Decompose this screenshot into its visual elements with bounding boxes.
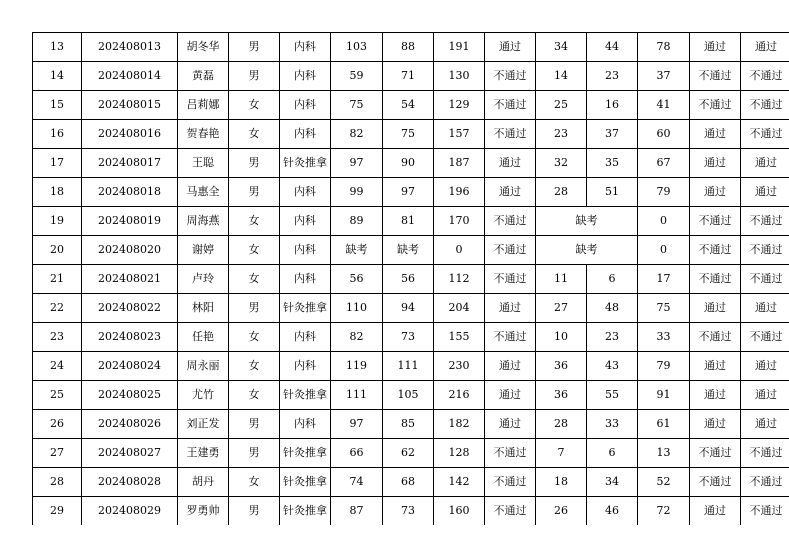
theory-total-cell: 142 [434,468,485,497]
practical-score-2-cell: 46 [587,497,638,526]
practical-total-cell: 33 [638,323,690,352]
name-cell: 马惠全 [178,178,229,207]
row-number-cell: 28 [33,468,82,497]
subject-cell: 内科 [280,178,331,207]
name-cell: 王建勇 [178,439,229,468]
exam-id-cell: 202408017 [82,149,178,178]
theory-result-cell: 不通过 [485,439,536,468]
practical-score-2-cell: 51 [587,178,638,207]
practical-total-cell: 61 [638,410,690,439]
practical-total-cell: 41 [638,91,690,120]
score-table-body [33,33,789,526]
exam-id-cell: 202408019 [82,207,178,236]
row-number-cell: 24 [33,352,82,381]
name-cell: 任艳 [178,323,229,352]
practical-score-1-cell: 36 [536,381,587,410]
practical-score-1-cell: 27 [536,294,587,323]
table-row [33,439,789,468]
theory-score-1-cell: 59 [331,62,383,91]
exam-id-cell: 202408014 [82,62,178,91]
practical-score-1-cell: 18 [536,468,587,497]
name-cell: 王聪 [178,149,229,178]
final-result-cell: 通过 [741,149,789,178]
row-number-cell: 14 [33,62,82,91]
name-cell: 谢婷 [178,236,229,265]
practical-score-2-cell: 6 [587,439,638,468]
theory-score-1-cell: 97 [331,149,383,178]
row-number-cell: 19 [33,207,82,236]
name-cell: 吕莉娜 [178,91,229,120]
subject-cell: 内科 [280,236,331,265]
exam-id-cell: 202408013 [82,33,178,62]
theory-result-cell: 不通过 [485,207,536,236]
row-number-cell: 23 [33,323,82,352]
row-number-cell: 13 [33,33,82,62]
final-result-cell: 不通过 [741,120,789,149]
gender-cell: 男 [229,410,280,439]
practical-result-cell: 通过 [690,178,741,207]
practical-score-2-cell: 23 [587,62,638,91]
theory-total-cell: 204 [434,294,485,323]
table-row [33,236,789,265]
name-cell: 周海燕 [178,207,229,236]
theory-result-cell: 通过 [485,381,536,410]
practical-total-cell: 79 [638,178,690,207]
score-table [32,32,789,525]
theory-total-cell: 230 [434,352,485,381]
practical-score-1-cell: 11 [536,265,587,294]
theory-total-cell: 157 [434,120,485,149]
theory-result-cell: 不通过 [485,265,536,294]
theory-score-2-cell: 94 [383,294,434,323]
gender-cell: 女 [229,236,280,265]
gender-cell: 男 [229,62,280,91]
theory-score-2-cell: 71 [383,62,434,91]
practical-score-1-cell: 28 [536,410,587,439]
table-row [33,91,789,120]
gender-cell: 女 [229,120,280,149]
gender-cell: 男 [229,439,280,468]
gender-cell: 女 [229,352,280,381]
final-result-cell: 不通过 [741,91,789,120]
theory-result-cell: 通过 [485,149,536,178]
table-row [33,33,789,62]
theory-score-1-cell: 89 [331,207,383,236]
theory-score-2-cell: 97 [383,178,434,207]
exam-id-cell: 202408028 [82,468,178,497]
subject-cell: 内科 [280,91,331,120]
practical-score-2-cell: 48 [587,294,638,323]
table-row [33,497,789,526]
practical-score-1-cell: 34 [536,33,587,62]
theory-score-2-cell: 54 [383,91,434,120]
table-row [33,323,789,352]
theory-score-2-cell: 68 [383,468,434,497]
final-result-cell: 通过 [741,352,789,381]
subject-cell: 内科 [280,207,331,236]
table-row [33,62,789,91]
practical-score-2-cell: 37 [587,120,638,149]
name-cell: 卢玲 [178,265,229,294]
final-result-cell: 通过 [741,33,789,62]
subject-cell: 内科 [280,33,331,62]
name-cell: 林阳 [178,294,229,323]
theory-score-2-cell: 111 [383,352,434,381]
practical-total-cell: 17 [638,265,690,294]
practical-result-cell: 通过 [690,410,741,439]
practical-total-cell: 67 [638,149,690,178]
practical-score-1-cell: 36 [536,352,587,381]
theory-total-cell: 216 [434,381,485,410]
final-result-cell: 通过 [741,381,789,410]
gender-cell: 男 [229,149,280,178]
row-number-cell: 27 [33,439,82,468]
practical-score-2-cell: 34 [587,468,638,497]
final-result-cell: 不通过 [741,468,789,497]
gender-cell: 女 [229,468,280,497]
gender-cell: 女 [229,207,280,236]
subject-cell: 针灸推拿 [280,439,331,468]
subject-cell: 针灸推拿 [280,294,331,323]
practical-result-cell: 通过 [690,294,741,323]
name-cell: 胡丹 [178,468,229,497]
practical-score-1-cell: 32 [536,149,587,178]
theory-score-2-cell: 85 [383,410,434,439]
theory-result-cell: 不通过 [485,323,536,352]
table-row [33,410,789,439]
practical-result-cell: 不通过 [690,265,741,294]
theory-total-cell: 130 [434,62,485,91]
theory-score-1-cell: 56 [331,265,383,294]
row-number-cell: 18 [33,178,82,207]
gender-cell: 女 [229,323,280,352]
practical-total-cell: 0 [638,236,690,265]
theory-result-cell: 不通过 [485,62,536,91]
practical-result-cell: 通过 [690,120,741,149]
practical-score-1-cell: 26 [536,497,587,526]
gender-cell: 男 [229,33,280,62]
practical-result-cell: 不通过 [690,62,741,91]
theory-score-1-cell: 75 [331,91,383,120]
row-number-cell: 29 [33,497,82,526]
subject-cell: 针灸推拿 [280,381,331,410]
row-number-cell: 16 [33,120,82,149]
theory-total-cell: 187 [434,149,485,178]
practical-total-cell: 91 [638,381,690,410]
theory-result-cell: 不通过 [485,120,536,149]
practical-score-2-cell: 44 [587,33,638,62]
exam-id-cell: 202408018 [82,178,178,207]
final-result-cell: 不通过 [741,439,789,468]
practical-result-cell: 通过 [690,497,741,526]
subject-cell: 针灸推拿 [280,468,331,497]
name-cell: 尤竹 [178,381,229,410]
table-row [33,381,789,410]
final-result-cell: 通过 [741,178,789,207]
practical-total-cell: 79 [638,352,690,381]
exam-id-cell: 202408024 [82,352,178,381]
theory-total-cell: 0 [434,236,485,265]
practical-result-cell: 通过 [690,352,741,381]
theory-result-cell: 通过 [485,33,536,62]
theory-result-cell: 不通过 [485,497,536,526]
theory-result-cell: 不通过 [485,236,536,265]
theory-score-1-cell: 66 [331,439,383,468]
gender-cell: 男 [229,178,280,207]
practical-merged-cell: 缺考 [536,207,638,236]
theory-score-1-cell: 119 [331,352,383,381]
theory-total-cell: 182 [434,410,485,439]
table-row [33,352,789,381]
practical-score-2-cell: 23 [587,323,638,352]
row-number-cell: 15 [33,91,82,120]
score-sheet [32,32,783,525]
theory-result-cell: 通过 [485,294,536,323]
table-row [33,178,789,207]
row-number-cell: 25 [33,381,82,410]
final-result-cell: 不通过 [741,497,789,526]
practical-result-cell: 不通过 [690,236,741,265]
theory-score-2-cell: 73 [383,323,434,352]
theory-score-1-cell: 111 [331,381,383,410]
row-number-cell: 26 [33,410,82,439]
subject-cell: 针灸推拿 [280,149,331,178]
practical-result-cell: 通过 [690,33,741,62]
exam-id-cell: 202408016 [82,120,178,149]
name-cell: 周永丽 [178,352,229,381]
practical-total-cell: 52 [638,468,690,497]
practical-result-cell: 不通过 [690,468,741,497]
practical-score-2-cell: 33 [587,410,638,439]
theory-total-cell: 128 [434,439,485,468]
practical-score-2-cell: 6 [587,265,638,294]
practical-total-cell: 37 [638,62,690,91]
theory-score-2-cell: 88 [383,33,434,62]
practical-score-2-cell: 35 [587,149,638,178]
theory-score-2-cell: 75 [383,120,434,149]
exam-id-cell: 202408025 [82,381,178,410]
practical-total-cell: 72 [638,497,690,526]
final-result-cell: 不通过 [741,207,789,236]
name-cell: 贺春艳 [178,120,229,149]
theory-score-2-cell: 81 [383,207,434,236]
subject-cell: 内科 [280,265,331,294]
theory-score-1-cell: 87 [331,497,383,526]
exam-id-cell: 202408015 [82,91,178,120]
theory-total-cell: 170 [434,207,485,236]
final-result-cell: 不通过 [741,265,789,294]
practical-score-2-cell: 55 [587,381,638,410]
practical-result-cell: 不通过 [690,439,741,468]
practical-score-1-cell: 23 [536,120,587,149]
practical-result-cell: 不通过 [690,323,741,352]
theory-total-cell: 112 [434,265,485,294]
theory-total-cell: 191 [434,33,485,62]
theory-score-2-cell: 62 [383,439,434,468]
row-number-cell: 22 [33,294,82,323]
subject-cell: 内科 [280,352,331,381]
gender-cell: 男 [229,294,280,323]
subject-cell: 内科 [280,62,331,91]
theory-score-1-cell: 110 [331,294,383,323]
final-result-cell: 不通过 [741,62,789,91]
subject-cell: 针灸推拿 [280,497,331,526]
name-cell: 黄磊 [178,62,229,91]
final-result-cell: 通过 [741,294,789,323]
name-cell: 罗勇帅 [178,497,229,526]
theory-score-1-cell: 82 [331,120,383,149]
practical-result-cell: 不通过 [690,207,741,236]
gender-cell: 女 [229,91,280,120]
practical-result-cell: 通过 [690,381,741,410]
theory-score-2-cell: 缺考 [383,236,434,265]
theory-total-cell: 196 [434,178,485,207]
name-cell: 刘正发 [178,410,229,439]
practical-score-2-cell: 16 [587,91,638,120]
exam-id-cell: 202408029 [82,497,178,526]
gender-cell: 男 [229,497,280,526]
exam-id-cell: 202408023 [82,323,178,352]
practical-score-1-cell: 28 [536,178,587,207]
table-row [33,120,789,149]
subject-cell: 内科 [280,323,331,352]
practical-score-1-cell: 14 [536,62,587,91]
exam-id-cell: 202408021 [82,265,178,294]
final-result-cell: 不通过 [741,236,789,265]
row-number-cell: 21 [33,265,82,294]
table-row [33,207,789,236]
practical-result-cell: 不通过 [690,91,741,120]
theory-score-1-cell: 82 [331,323,383,352]
theory-score-1-cell: 缺考 [331,236,383,265]
theory-score-2-cell: 105 [383,381,434,410]
practical-score-1-cell: 10 [536,323,587,352]
subject-cell: 内科 [280,410,331,439]
theory-result-cell: 通过 [485,178,536,207]
theory-score-1-cell: 74 [331,468,383,497]
table-row [33,468,789,497]
theory-result-cell: 不通过 [485,468,536,497]
subject-cell: 内科 [280,120,331,149]
table-row [33,294,789,323]
table-row [33,265,789,294]
theory-score-2-cell: 56 [383,265,434,294]
theory-total-cell: 155 [434,323,485,352]
practical-total-cell: 60 [638,120,690,149]
practical-total-cell: 13 [638,439,690,468]
row-number-cell: 17 [33,149,82,178]
practical-merged-cell: 缺考 [536,236,638,265]
theory-score-1-cell: 99 [331,178,383,207]
exam-id-cell: 202408027 [82,439,178,468]
theory-score-2-cell: 90 [383,149,434,178]
final-result-cell: 不通过 [741,323,789,352]
row-number-cell: 20 [33,236,82,265]
exam-id-cell: 202408026 [82,410,178,439]
practical-score-2-cell: 43 [587,352,638,381]
theory-score-2-cell: 73 [383,497,434,526]
theory-total-cell: 160 [434,497,485,526]
final-result-cell: 通过 [741,410,789,439]
practical-total-cell: 0 [638,207,690,236]
theory-score-1-cell: 103 [331,33,383,62]
table-row [33,149,789,178]
theory-score-1-cell: 97 [331,410,383,439]
theory-result-cell: 通过 [485,352,536,381]
name-cell: 胡冬华 [178,33,229,62]
exam-id-cell: 202408022 [82,294,178,323]
exam-id-cell: 202408020 [82,236,178,265]
practical-total-cell: 75 [638,294,690,323]
practical-result-cell: 通过 [690,149,741,178]
gender-cell: 女 [229,381,280,410]
gender-cell: 女 [229,265,280,294]
practical-score-1-cell: 7 [536,439,587,468]
theory-total-cell: 129 [434,91,485,120]
theory-result-cell: 通过 [485,410,536,439]
practical-score-1-cell: 25 [536,91,587,120]
theory-result-cell: 不通过 [485,91,536,120]
practical-total-cell: 78 [638,33,690,62]
